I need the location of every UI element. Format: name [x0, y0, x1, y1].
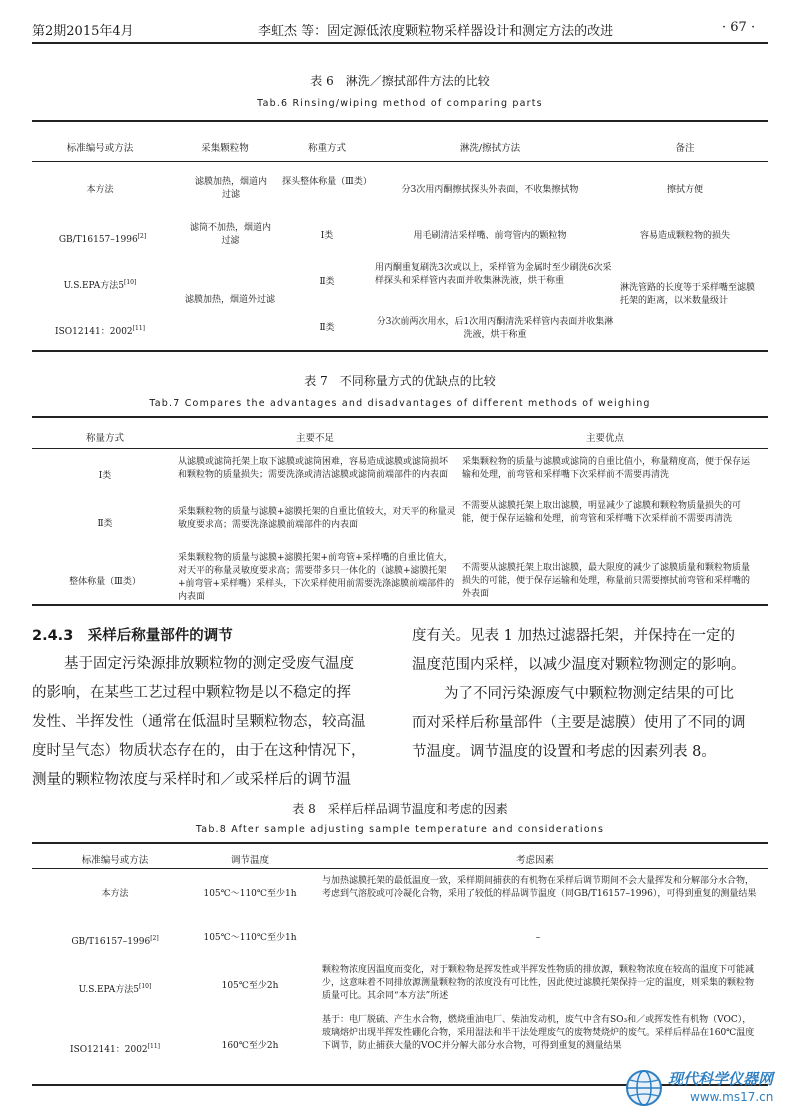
table7-caption-cn: 表 7 不同称量方式的优缺点的比较 [304, 374, 496, 388]
table8-cell: 160℃至少2h [221, 1041, 279, 1051]
site-watermark [624, 1064, 792, 1112]
table8-header-method: 标准编号或方法 [81, 855, 149, 866]
table8-caption-en: Tab.8 After sample adjusting sample temperature and considerations [195, 824, 605, 835]
table7-caption-en: Tab.7 Compares the advantages and disadvantages of different methods of weighing [149, 398, 651, 409]
table8-cell: 本方法 [101, 889, 129, 899]
table8-header-rule [32, 868, 768, 869]
table8-cell: ISO12141：2002[11] [70, 1043, 160, 1055]
table7-header-cons: 主要不足 [295, 433, 334, 444]
table8-header-temp: 调节温度 [230, 855, 269, 866]
running-title: 李虹杰 等：固定源低浓度颗粒物采样器设计和测定方法的改进 [258, 24, 614, 39]
table6-cell: 擦拭方便 [666, 185, 703, 195]
table6-cell: ISO12141：2002[11] [55, 325, 145, 337]
table7-bottom-rule [32, 604, 768, 606]
table7-cell: Ⅰ类 [98, 471, 112, 481]
table8-cell: GB/T16157–1996[2] [71, 935, 159, 947]
table6-caption-cn: 表 6 淋洗／擦拭部件方法的比较 [310, 74, 490, 88]
table8-top-rule [32, 842, 768, 844]
watermark-brand: 现代科学仪器网 [668, 1070, 774, 1088]
table6-bottom-rule [32, 350, 768, 352]
table7-cell: 采集颗粒物的质量与滤膜+滤膜托架+前弯管+采样嘴的自重比值大，对天平的称量灵敏度要求高；需要带多只一体化的（滤膜+滤膜托架+前弯管+采样嘴）采样头，下次采样使用前需要洗涤滤膜前端部件的内表面 [178, 553, 455, 602]
table8-cell: 105℃～110℃至少1h [203, 933, 297, 943]
table8-cell: 105℃至少2h [221, 981, 279, 991]
table8-cell: 与加热滤膜托架的最低温度一致，采样期间捕获的有机物在采样后调节期间不会大量挥发和分解部分水合物，考虑到气溶胶或可冷凝化合物，采用了较低的样品调节温度（同GB/T16157–1996），可得到重复的测量结果 [322, 876, 757, 899]
table7-cell: 不需要从滤膜托架上取出滤膜，最大限度的减少了滤膜质量和颗粒物质量损失的可能，便于保存运输和处理，称量前只需要擦拭前弯管和采样嘴的外表面 [462, 563, 751, 599]
table6-cell: 分3次前两次用水，后1次用丙酮清洗采样管内表面并收集淋洗液，烘干称重 [376, 317, 614, 340]
table7-cell: 从滤膜或滤筒托架上取下滤膜或滤筒困难，容易造成滤膜或滤筒损坏和颗粒物的质量损失；需要洗涤或清洁滤膜或滤筒前端部件的内表面 [178, 457, 449, 480]
body-line: 发性、半挥发性（通常在低温时呈颗粒物态，较高温 [32, 714, 366, 730]
table7-cell: 整体称量（Ⅲ类） [69, 577, 141, 587]
table8-caption-cn: 表 8 采样后样品调节温度和考虑的因素 [292, 802, 508, 816]
table6-cell: Ⅱ类 [319, 277, 335, 287]
body-line: 温度范围内采样，以减少温度对颗粒物测定的影响。 [412, 657, 746, 673]
body-line: 为了不同污染源废气中颗粒物测定结果的可比 [444, 686, 734, 702]
table6-cell: 滤膜加热，烟道外过滤 [185, 295, 276, 305]
table8-cell: 颗粒物浓度因温度而变化，对于颗粒物是挥发性或半挥发性物质的排放源，颗粒物浓度在较高的温度下可能减少，这意味着不同排放源测量颗粒物的浓度没有可比性，因此使过滤膜托架保持一定的温度，则采集的颗粒物质量可比。其余同“本方法”所述 [322, 965, 755, 1001]
table8-cell: U.S.EPA方法5[10] [78, 983, 152, 995]
table6-cell: 滤膜加热，烟道内过滤 [195, 177, 268, 200]
watermark-url: www.ms17.cn [690, 1090, 774, 1104]
table7-cell: 采集颗粒物的质量与滤膜+滤膜托架的自重比值较大，对天平的称量灵敏度要求高；需要洗涤滤膜前端部件的内表面 [178, 507, 456, 530]
table6-cell: Ⅰ类 [320, 231, 334, 241]
body-line: 而对采样后称量部件（主要是滤膜）使用了不同的调 [412, 715, 746, 731]
table6-cell: 探头整体称量（Ⅲ类） [282, 177, 372, 187]
body-line: 节温度。调节温度的设置和考虑的因素列表 8。 [412, 744, 716, 760]
table8-cell: 基于：电厂脱硫、产生水合物，燃烧重油电厂、柴油发动机，废气中含有SO₃和／或挥发性有机物（VOC），玻璃熔炉出现半挥发性硼化合物，采用湿法和半干法处理废气的废物焚烧炉的废气。采样后样品在160℃温度下调节，防止捕获大量的VOC并分解大部分水合物，可得到重复的测量结果 [322, 1015, 755, 1051]
body-line: 测量的颗粒物浓度与采样时和／或采样后的调节温 [32, 772, 351, 788]
table7-header-type: 称量方式 [85, 433, 124, 444]
table7-header-pros: 主要优点 [585, 433, 624, 444]
table6-header-weigh: 称重方式 [307, 143, 346, 154]
table6-header-rinse: 淋洗/擦拭方法 [459, 143, 521, 154]
table6-cell: 滤筒不加热，烟道内过滤 [189, 223, 271, 246]
table7-cell: 采集颗粒物的质量与滤膜或滤筒的自重比值小，称量精度高，便于保存运输和处理，前弯管和采样嘴下次采样前不需要再清洗 [462, 457, 751, 480]
table6-cell: U.S.EPA方法5[10] [63, 279, 137, 291]
body-line: 度有关。见表 1 加热过滤器托架，并保持在一定的 [412, 628, 735, 644]
table6-cell: Ⅱ类 [319, 323, 335, 333]
table6-cell: 淋洗管路的长度等于采样嘴至滤膜托架的距离，以米数量级计 [620, 283, 756, 306]
body-line: 的影响，在某些工艺过程中颗粒物是以不稳定的挥 [32, 685, 351, 701]
table7-top-rule [32, 416, 768, 418]
table6-cell: 用丙酮重复刷洗3次或以上，采样管为金属时至少刷洗6次采样探头和采样管内表面并收集淋洗液，烘干称重 [375, 263, 612, 286]
table8-cell: – [535, 933, 541, 943]
journal-issue: 第2期2015年4月 [32, 24, 134, 39]
table6-cell: GB/T16157–1996[2] [58, 233, 147, 245]
globe-logo-icon [624, 1068, 664, 1108]
table7-header-rule [32, 448, 768, 449]
table8-header-factor: 考虑因素 [515, 855, 554, 866]
body-line: 度时呈气态）物质状态存在的，由于在这种情况下， [32, 743, 366, 759]
section-heading: 2.4.3 采样后称量部件的调节 [32, 628, 233, 644]
table6-header-note: 备注 [675, 143, 695, 154]
page-number: · 67 · [722, 20, 756, 35]
table6-header-rule [32, 161, 768, 162]
table6-caption-en: Tab.6 Rinsing/wiping method of comparing parts [257, 98, 543, 109]
table7-cell: 不需要从滤膜托架上取出滤膜，明显减少了滤膜和颗粒物质量损失的可能，便于保存运输和处理，前弯管和采样嘴下次采样前不需要再清洗 [462, 501, 742, 524]
table6-header-method: 标准编号或方法 [66, 143, 134, 154]
table6-cell: 用毛刷清洁采样嘴、前弯管内的颗粒物 [413, 231, 567, 241]
table6-cell: 分3次用丙酮擦拭探头外表面，不收集擦拭物 [401, 185, 579, 195]
table7-cell: Ⅱ类 [97, 519, 113, 529]
table6-cell: 本方法 [86, 185, 114, 195]
table6-top-rule [32, 120, 768, 122]
table8-cell: 105℃～110℃至少1h [203, 889, 297, 899]
table6-header-collect: 采集颗粒物 [201, 143, 249, 154]
table6-cell: 容易造成颗粒物的损失 [639, 231, 730, 241]
body-line: 基于固定污染源排放颗粒物的测定受废气温度 [64, 656, 354, 672]
header-rule [32, 42, 768, 44]
